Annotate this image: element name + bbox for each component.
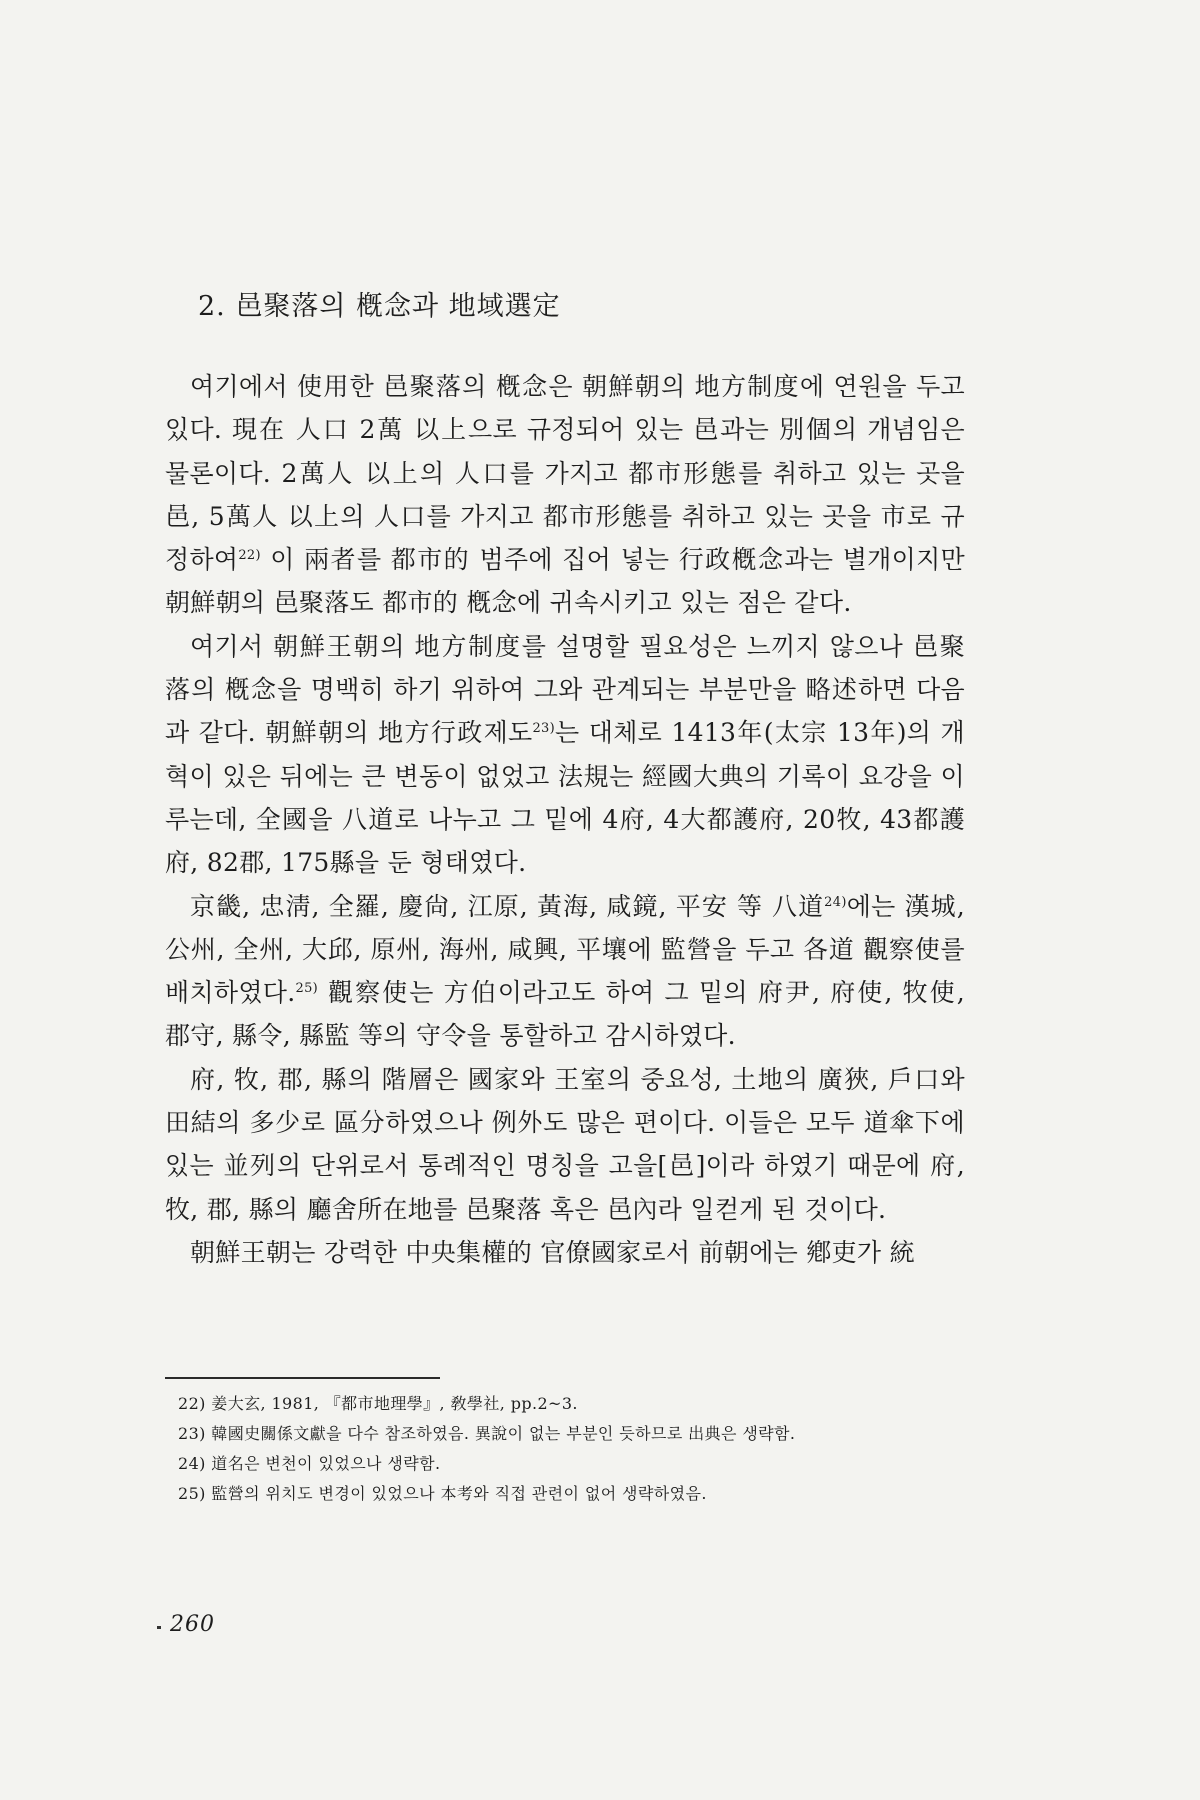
paragraph-text: 京畿, 忠淸, 全羅, 慶尙, 江原, 黃海, 咸鏡, 平安 等 八道 <box>190 891 825 921</box>
paragraph-3 <box>165 885 965 1058</box>
footnote-24: 24) 道名은 변천이 있었으나 생략함. <box>178 1454 441 1473</box>
footnote-22: 22) 姜大玄, 1981, 『都市地理學』, 敎學社, pp.2~3. <box>178 1394 578 1413</box>
paragraph-text: 朝鮮王朝는 강력한 中央集權的 官僚國家로서 前朝에는 鄕吏가 統 <box>190 1237 915 1267</box>
footnote-divider <box>165 1377 440 1379</box>
section-title: 2. 邑聚落의 槪念과 地域選定 <box>198 291 561 322</box>
paragraph-5 <box>165 1231 965 1274</box>
paragraph-text: 에는 漢城, 公州, 全州, 大邱, 原州, 海州, 咸興, 平壤에 監營을 두고 各道 觀察使를 배치하였다. <box>165 891 965 1008</box>
footnote-ref: 23) <box>532 721 555 737</box>
margin-mark <box>157 1626 161 1629</box>
paragraph-text: 여기에서 使用한 邑聚落의 槪念은 朝鮮朝의 地方制度에 연원을 두고 있다. 現在 人口 2萬 以上으로 규정되어 있는 邑과는 別個의 개념임은 물론이다. 2萬人 以上의 人口를 가지고 都市形態를 취하고 있는 곳을 邑, 5萬人 以上의 人口를 가지고 都市形態를 취하고 있는 곳을 市로 규정하여 <box>165 372 965 575</box>
paragraph-text: 는 대체로 1413年(太宗 13年)의 개혁이 있은 뒤에는 큰 변동이 없었고 法規는 經國大典의 기록이 요강을 이루는데, 全國을 八道로 나누고 그 밑에 4府, 4大都護府, 20牧, 43都護府, 82郡, 175縣을 둔 형태였다. <box>165 718 965 878</box>
footnote-ref: 24) <box>824 894 847 910</box>
footnote-25: 25) 監營의 위치도 변경이 있었으나 本考와 직접 관련이 없어 생략하였음. <box>178 1484 707 1503</box>
paragraph-1 <box>165 365 965 625</box>
body-text <box>165 365 965 1274</box>
paragraph-text: 여기서 朝鮮王朝의 地方制度를 설명할 필요성은 느끼지 않으나 邑聚落의 槪念을 명백히 하기 위하여 그와 관계되는 부분만을 略述하면 다음과 같다. 朝鮮朝의 地方行政제도 <box>165 631 965 748</box>
footnote-23: 23) 韓國史關係文獻을 다수 참조하였음. 異說이 없는 부분인 듯하므로 出典은 생략함. <box>178 1424 796 1443</box>
page-number: 260 <box>170 1612 215 1637</box>
paragraph-2 <box>165 625 965 885</box>
footnote-ref: 25) <box>295 981 319 997</box>
paragraph-text: 府, 牧, 郡, 縣의 階層은 國家와 王室의 중요성, 土地의 廣狹, 戶口와 田結의 多少로 區分하였으나 例外도 많은 편이다. 이들은 모두 道傘下에 있는 並列의 단위로서 통례적인 명칭을 고을[邑]이라 하였기 때문에 府, 牧, 郡, 縣의 廳舍所在地를 邑聚落 혹은 邑內라 일컫게 된 것이다. <box>165 1064 965 1224</box>
footnote-ref: 22) <box>238 548 261 564</box>
paragraph-text: 觀察使는 方伯이라고도 하여 그 밑의 府尹, 府使, 牧使, 郡守, 縣令, 縣監 等의 守令을 통할하고 감시하였다. <box>165 978 965 1051</box>
paragraph-text: 이 兩者를 都市的 범주에 집어 넣는 行政槪念과는 별개이지만 朝鮮朝의 邑聚落도 都市的 槪念에 귀속시키고 있는 점은 같다. <box>165 545 965 618</box>
footnotes <box>178 1390 964 1510</box>
paragraph-4 <box>165 1058 965 1231</box>
